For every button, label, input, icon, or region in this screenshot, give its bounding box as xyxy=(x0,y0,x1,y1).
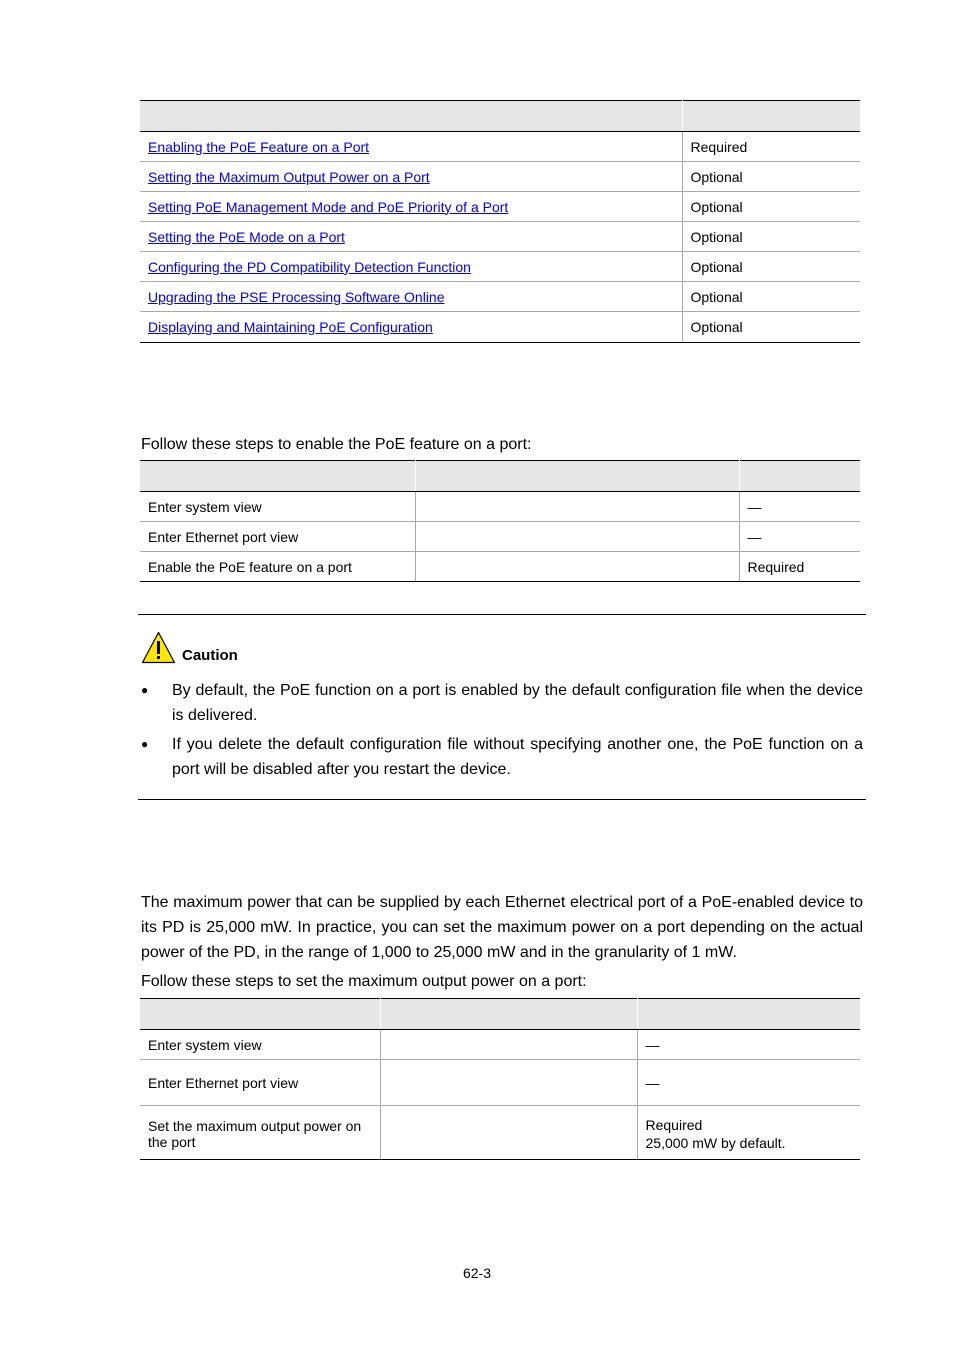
max-power-paragraph: The maximum power that can be supplied by each Ethernet electrical port of a PoE-enabled device to its PD is 25,000 mW. In practice, you can set the maximum power on a port depending on the actual power of the PD, in the range of 1,000 to 25,000 mW and in the granularity of 1 mW. xyxy=(141,894,863,961)
caution-title: Caution xyxy=(182,647,238,664)
task-remark: Optional xyxy=(682,312,860,343)
step-remarks: — xyxy=(739,492,860,522)
table-row xyxy=(140,162,860,192)
step-remarks: — xyxy=(637,1030,860,1060)
remarks-line: 25,000 mW by default. xyxy=(645,1134,786,1151)
warning-triangle-icon xyxy=(141,631,176,664)
table-row xyxy=(140,1030,860,1060)
bullet-icon: ● xyxy=(141,737,149,751)
enable-steps-table xyxy=(140,460,860,582)
step-label: Enter Ethernet port view xyxy=(140,522,415,552)
step-command xyxy=(380,1106,637,1160)
table-header-row xyxy=(140,461,860,492)
step-command xyxy=(415,552,739,582)
task-remark: Optional xyxy=(682,162,860,192)
step-label: Enter system view xyxy=(140,492,415,522)
step-remarks: Required xyxy=(739,552,860,582)
table-row xyxy=(140,552,860,582)
task-remark: Optional xyxy=(682,252,860,282)
step-command xyxy=(380,1030,637,1060)
list-item xyxy=(141,732,863,782)
table-row xyxy=(140,132,860,162)
table-row xyxy=(140,312,860,343)
task-remark: Optional xyxy=(682,222,860,252)
table-header-row xyxy=(140,101,860,132)
step-command xyxy=(380,1060,637,1106)
task-remark: Optional xyxy=(682,282,860,312)
step-command xyxy=(415,522,739,552)
table-row xyxy=(140,1106,860,1160)
table-row xyxy=(140,222,860,252)
task-link-pd-compatibility[interactable]: Configuring the PD Compatibility Detection Function xyxy=(148,258,471,275)
max-power-steps-table xyxy=(140,998,860,1160)
task-link-display-maintain[interactable]: Displaying and Maintaining PoE Configuration xyxy=(148,319,433,335)
step-remarks: — xyxy=(739,522,860,552)
max-power-steps-intro: Follow these steps to set the maximum output power on a port: xyxy=(141,973,587,990)
task-link-upgrade-pse[interactable]: Upgrading the PSE Processing Software Online xyxy=(148,288,445,305)
enable-steps-intro: Follow these steps to enable the PoE feature on a port: xyxy=(141,436,532,453)
task-remark: Optional xyxy=(682,192,860,222)
step-remarks xyxy=(637,1106,860,1160)
table-header-row xyxy=(140,999,860,1030)
table-row xyxy=(140,192,860,222)
page-number: 62-3 xyxy=(462,1265,492,1281)
table-row xyxy=(140,522,860,552)
task-link-enable-poe[interactable]: Enabling the PoE Feature on a Port xyxy=(148,138,370,155)
caution-item-text: If you delete the default configuration file without specifying another one, the PoE function on a port will be disabled after you restart the device. xyxy=(172,736,863,778)
caution-bottom-rule xyxy=(138,799,866,800)
table-row xyxy=(140,252,860,282)
step-label: Enable the PoE feature on a port xyxy=(140,552,415,582)
task-remark: Required xyxy=(682,132,860,162)
caution-item-text: By default, the PoE function on a port is enabled by the default configuration file when the device is delivered. xyxy=(172,682,863,724)
task-link-management-mode-priority[interactable]: Setting PoE Management Mode and PoE Priority of a Port xyxy=(148,198,509,215)
step-label: Enter Ethernet port view xyxy=(140,1060,380,1106)
bullet-icon: ● xyxy=(141,683,149,697)
task-link-max-output-power[interactable]: Setting the Maximum Output Power on a Port xyxy=(148,168,430,185)
step-label: Enter system view xyxy=(140,1030,380,1060)
table-row xyxy=(140,1060,860,1106)
caution-top-rule xyxy=(138,614,866,615)
table-row xyxy=(140,282,860,312)
step-label: Set the maximum output power on the port xyxy=(140,1106,380,1160)
table-row xyxy=(140,492,860,522)
caution-list xyxy=(141,678,863,782)
task-table xyxy=(140,100,860,343)
remarks-line: Required xyxy=(645,1116,703,1133)
task-link-poe-mode[interactable]: Setting the PoE Mode on a Port xyxy=(148,228,345,245)
list-item xyxy=(141,678,863,728)
step-remarks: — xyxy=(637,1060,860,1106)
step-command xyxy=(415,492,739,522)
